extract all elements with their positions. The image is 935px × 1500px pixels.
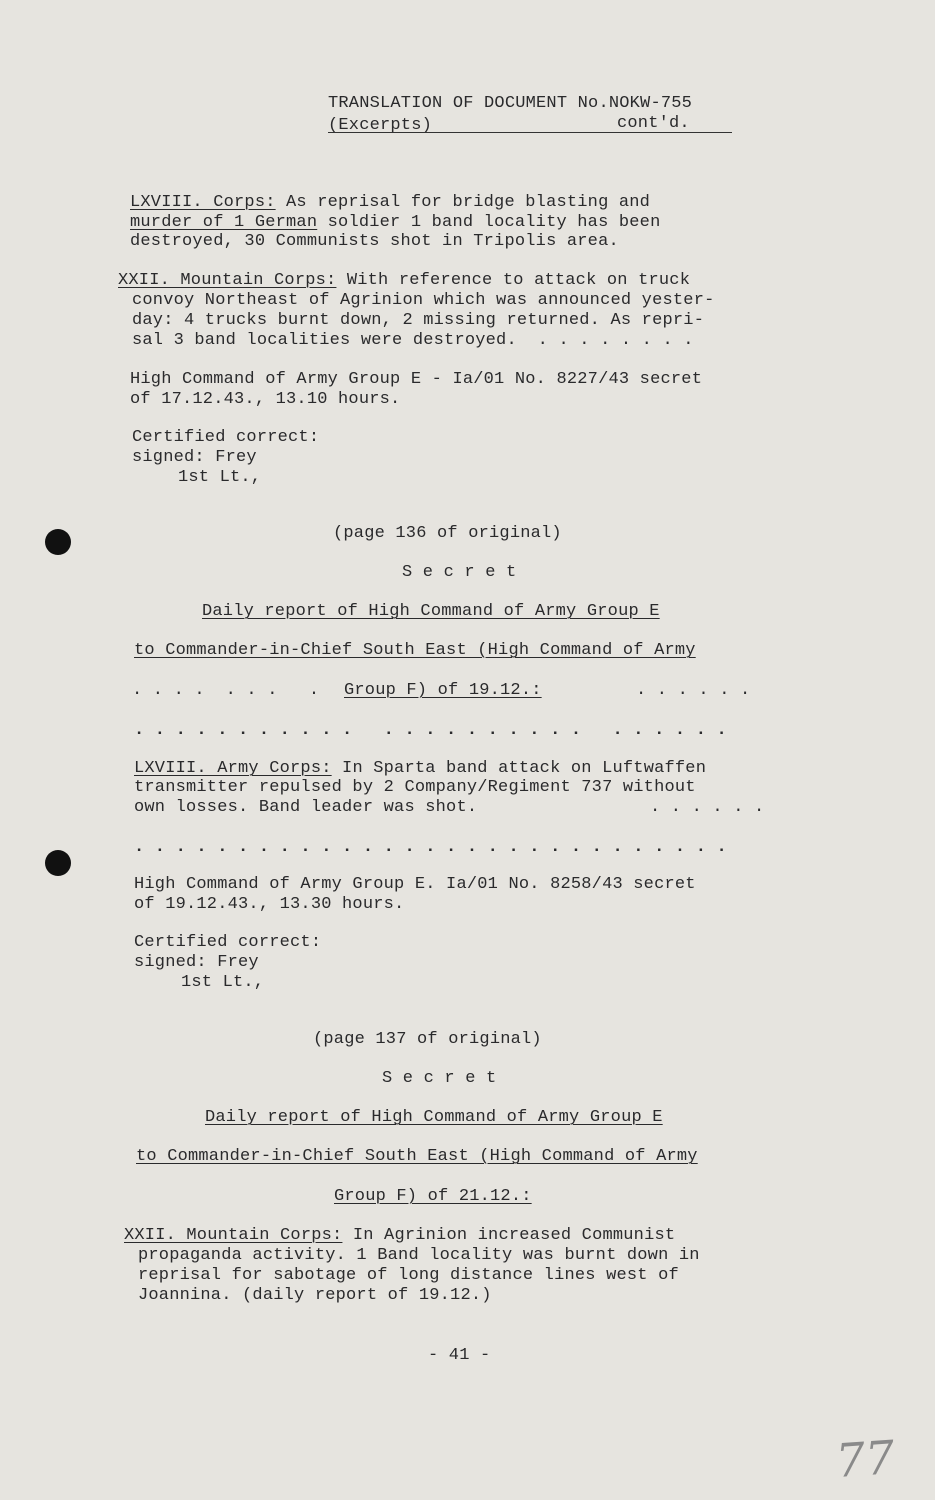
daily-report-heading-3-dots: . . . . . . . . [132,681,320,700]
xxii-corps-line4: sal 3 band localities were destroyed. . . . . . . . . [132,331,694,350]
xxii-mountain-corps-line1: XXII. Mountain Corps: In Agrinion increased Communist [124,1226,676,1245]
secret-label-1: S e c r e t [402,563,517,582]
page-ref-136: (page 136 of original) [333,524,562,543]
lxviii-corps-label: LXVIII. Corps: [130,193,276,212]
lxviii-corps-line1: LXVIII. Corps: As reprisal for bridge blasting and [130,193,651,212]
lxviii-corps-line3: destroyed, 30 Communists shot in Tripolis area. [130,232,619,251]
high-command-ref2-date: of 19.12.43., 13.30 hours. [134,895,405,914]
page-ref-137: (page 137 of original) [313,1030,542,1049]
certified-correct-1: Certified correct: [132,428,320,447]
lxviii-corps-line2: murder of 1 German soldier 1 band locality has been [130,213,661,232]
punch-hole-bottom [45,850,71,876]
xxii-corps-line1: XXII. Mountain Corps: With reference to attack on truck [118,271,691,290]
high-command-ref2: High Command of Army Group E. Ia/01 No. 8258/43 secret [134,875,696,894]
lxviii-army-corps-line3-dots: . . . . . . [650,798,765,817]
header-underline [328,132,732,133]
high-command-ref1: High Command of Army Group E - Ia/01 No. 8227/43 secret [130,370,703,389]
handwritten-page-mark: 77 [834,1430,897,1488]
daily-report-heading-5: to Commander-in-Chief South East (High Command of Army [136,1147,698,1166]
xxii-mountain-corps-label: XXII. Mountain Corps: [124,1226,343,1245]
rank-1: 1st Lt., [178,468,262,487]
daily-report-heading-2: to Commander-in-Chief South East (High Command of Army [134,641,696,660]
lxviii-army-corps-line2: transmitter repulsed by 2 Company/Regiment 737 without [134,778,696,797]
xxii-mountain-corps-line4: Joannina. (daily report of 19.12.) [138,1286,492,1305]
xxii-corps-label: XXII. Mountain Corps: [118,271,337,290]
daily-report-heading-4: Daily report of High Command of Army Group E [205,1108,663,1127]
daily-report-heading-3-trailing-dots: . . . . . . [636,681,751,700]
document-subtitle-contd: cont'd. [617,114,690,133]
rank-2: 1st Lt., [181,973,265,992]
ellipsis-row-2: . . . . . . . . . . . . . . . . . . . . . . . . . . . . . [134,838,727,857]
daily-report-heading-6: Group F) of 21.12.: [334,1187,532,1206]
ellipsis-row-1: . . . . . . . . . . . . . . . . . . . . . . . . . . . [134,721,727,740]
daily-report-heading-3: Group F) of 19.12.: [344,681,542,700]
lxviii-army-corps-line3: own losses. Band leader was shot. [134,798,478,817]
secret-label-2: S e c r e t [382,1069,497,1088]
xxii-mountain-corps-line3: reprisal for sabotage of long distance lines west of [138,1266,679,1285]
punch-hole-top [45,529,71,555]
lxviii-army-corps-line1: LXVIII. Army Corps: In Sparta band attack on Luftwaffen [134,759,707,778]
document-title: TRANSLATION OF DOCUMENT No.NOKW-755 [328,94,693,113]
xxii-corps-line3: day: 4 trucks burnt down, 2 missing returned. As repri- [132,311,705,330]
signed-2: signed: Frey [134,953,259,972]
page-number: - 41 - [428,1346,491,1365]
signed-1: signed: Frey [132,448,257,467]
certified-correct-2: Certified correct: [134,933,322,952]
daily-report-heading-1: Daily report of High Command of Army Group E [202,602,660,621]
xxii-corps-line2: convoy Northeast of Agrinion which was announced yester- [132,291,715,310]
xxii-mountain-corps-line2: propaganda activity. 1 Band locality was burnt down in [138,1246,700,1265]
document-subtitle-excerpts: (Excerpts) [328,116,433,135]
lxviii-army-corps-label: LXVIII. Army Corps: [134,759,332,778]
high-command-ref1-date: of 17.12.43., 13.10 hours. [130,390,401,409]
